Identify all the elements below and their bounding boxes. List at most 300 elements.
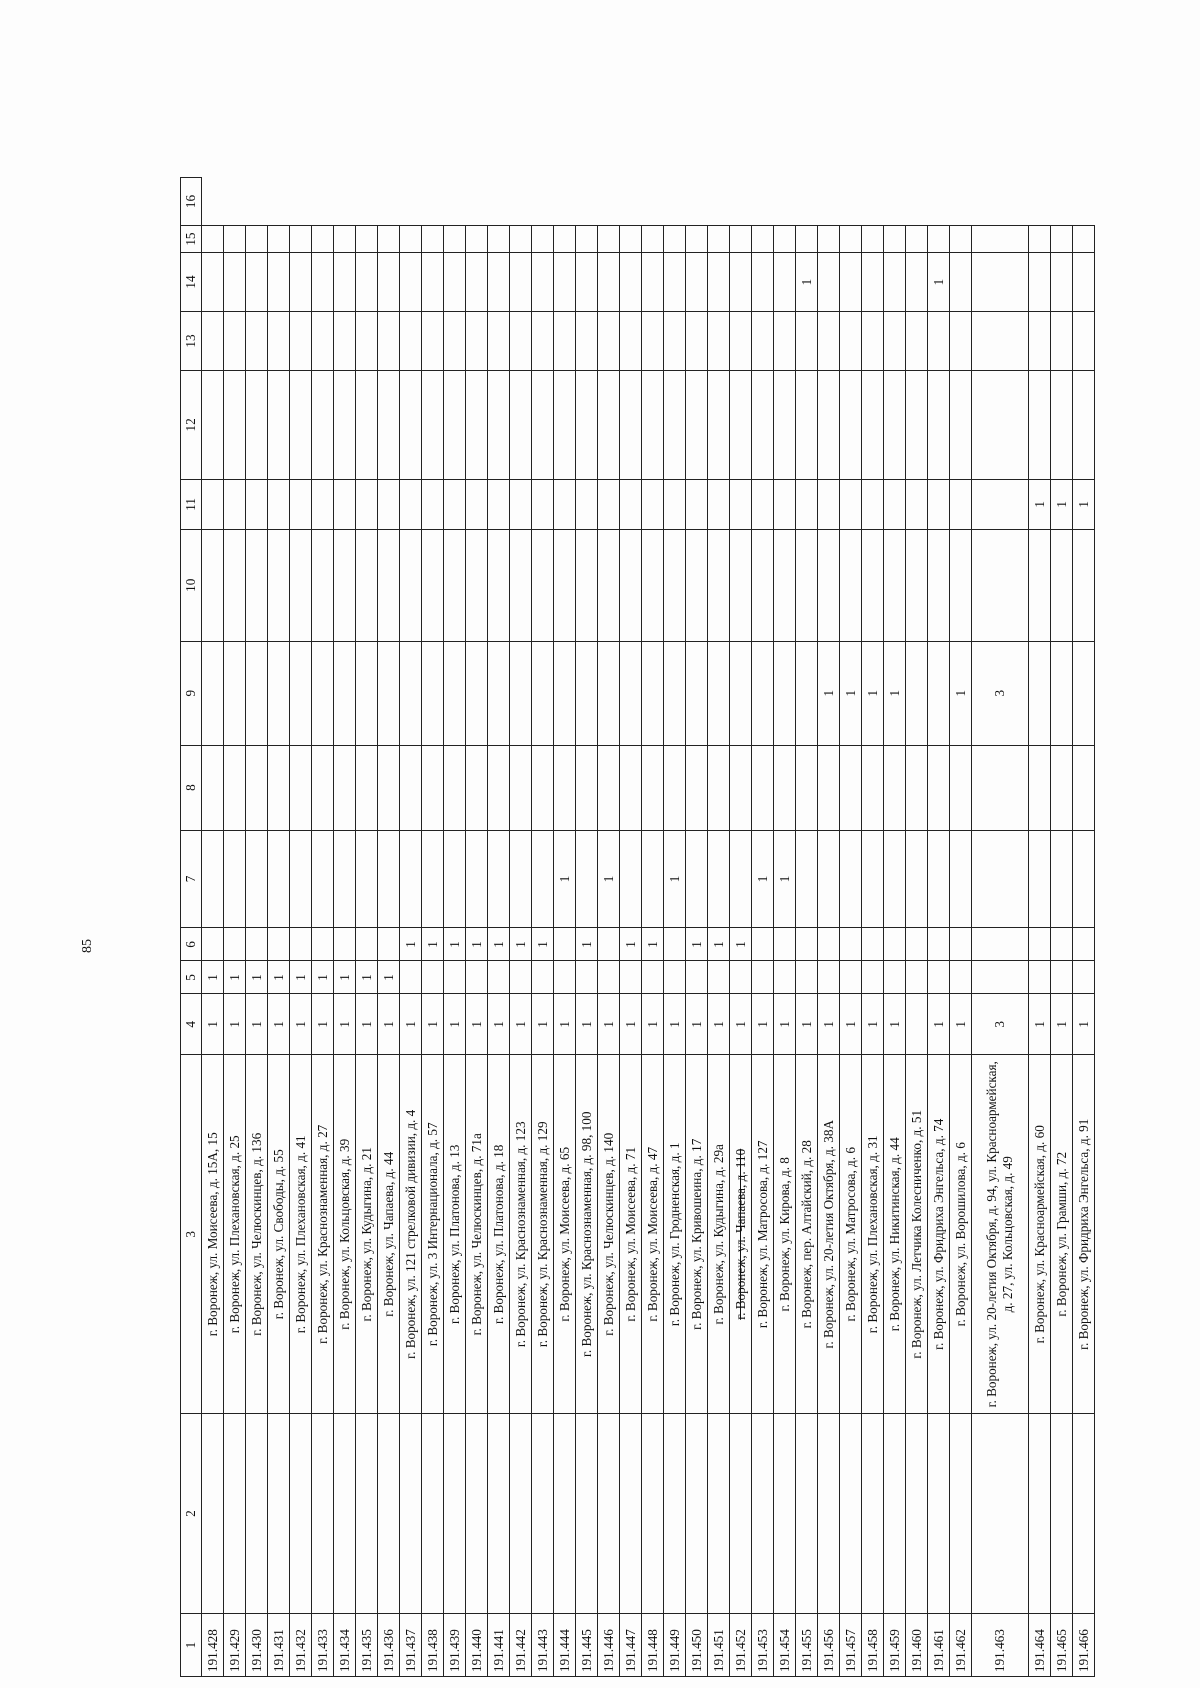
empty-cell	[488, 1414, 510, 1614]
value-cell-col-7	[246, 830, 268, 928]
address-cell	[334, 1055, 356, 1414]
row-id-cell: 191.448	[642, 1614, 664, 1677]
table-row	[554, 178, 576, 1677]
value-cell-col-11	[224, 479, 246, 529]
row-id-cell: 191.431	[268, 1614, 290, 1677]
address-text: г. Воронеж, ул. Моисеева, д. 15А, 15	[204, 1132, 220, 1337]
value-cell-col-14	[884, 253, 906, 312]
value-cell-col-4: 1	[884, 994, 906, 1055]
value-cell-col-15	[752, 226, 774, 253]
table-row	[972, 178, 1029, 1677]
value-cell-col-11: 1	[1051, 479, 1073, 529]
value-cell-col-9	[290, 641, 312, 745]
value-cell-col-4: 1	[730, 994, 752, 1055]
value-cell-col-8	[598, 745, 620, 830]
address-text: г. Воронеж, ул. Челюскинцев, д. 136	[248, 1132, 264, 1336]
address-text: г. Воронеж, ул. Платонова, д. 18	[490, 1144, 506, 1324]
value-cell-col-11	[532, 479, 554, 529]
value-cell-col-9	[752, 641, 774, 745]
value-cell-col-4	[906, 994, 928, 1055]
value-cell-col-5	[664, 961, 686, 994]
value-cell-col-14	[730, 253, 752, 312]
empty-cell	[510, 1414, 532, 1614]
address-cell	[510, 1055, 532, 1414]
empty-cell	[378, 1414, 400, 1614]
table-row	[686, 178, 708, 1677]
empty-cell	[708, 1414, 730, 1614]
value-cell-col-10	[488, 529, 510, 641]
value-cell-col-13	[378, 312, 400, 371]
value-cell-col-4: 1	[532, 994, 554, 1055]
value-cell-col-7	[1073, 830, 1095, 928]
address-text: г. Воронеж, ул. Фридриха Энгельса, д. 91	[1075, 1118, 1091, 1350]
value-cell-col-12	[686, 370, 708, 479]
address-text: г. Воронеж, ул. 3 Интернационала, д. 57	[424, 1122, 440, 1347]
value-cell-col-5	[972, 961, 1029, 994]
value-cell-col-9	[554, 641, 576, 745]
row-id-cell: 191.442	[510, 1614, 532, 1677]
value-cell-col-6	[246, 928, 268, 961]
value-cell-col-10	[400, 529, 422, 641]
value-cell-col-15	[774, 226, 796, 253]
value-cell-col-10	[202, 529, 224, 641]
value-cell-col-7	[466, 830, 488, 928]
value-cell-col-6	[774, 928, 796, 961]
value-cell-col-7: 1	[554, 830, 576, 928]
value-cell-col-5	[1029, 961, 1051, 994]
value-cell-col-9	[576, 641, 598, 745]
value-cell-col-14	[224, 253, 246, 312]
value-cell-col-10	[554, 529, 576, 641]
value-cell-col-12	[1073, 370, 1095, 479]
value-cell-col-13	[444, 312, 466, 371]
empty-cell	[730, 1414, 752, 1614]
empty-cell	[752, 1414, 774, 1614]
empty-cell	[598, 1414, 620, 1614]
column-header-16: 16	[181, 178, 202, 226]
value-cell-col-7: 1	[664, 830, 686, 928]
address-cell	[444, 1055, 466, 1414]
value-cell-col-6: 1	[400, 928, 422, 961]
table-row	[422, 178, 444, 1677]
value-cell-col-4: 1	[466, 994, 488, 1055]
empty-cell	[444, 1414, 466, 1614]
value-cell-col-7	[334, 830, 356, 928]
value-cell-col-11	[444, 479, 466, 529]
value-cell-col-10	[972, 529, 1029, 641]
row-id-cell: 191.445	[576, 1614, 598, 1677]
value-cell-col-9	[686, 641, 708, 745]
value-cell-col-11	[774, 479, 796, 529]
value-cell-col-4: 1	[488, 994, 510, 1055]
value-cell-col-9	[202, 641, 224, 745]
value-cell-col-7	[972, 830, 1029, 928]
value-cell-col-10	[642, 529, 664, 641]
value-cell-col-4: 1	[818, 994, 840, 1055]
value-cell-col-6	[312, 928, 334, 961]
value-cell-col-4: 1	[334, 994, 356, 1055]
address-cell	[202, 1055, 224, 1414]
value-cell-col-13	[224, 312, 246, 371]
value-cell-col-11	[312, 479, 334, 529]
value-cell-col-10	[224, 529, 246, 641]
address-cell	[268, 1055, 290, 1414]
table-row	[884, 178, 906, 1677]
value-cell-col-15	[686, 226, 708, 253]
value-cell-col-5	[774, 961, 796, 994]
table-row	[840, 178, 862, 1677]
value-cell-col-6	[334, 928, 356, 961]
value-cell-col-4: 1	[400, 994, 422, 1055]
address-text: г. Воронеж, ул. Краснознаменная, д. 27	[314, 1124, 330, 1344]
value-cell-col-15	[796, 226, 818, 253]
value-cell-col-5: 1	[290, 961, 312, 994]
value-cell-col-7	[532, 830, 554, 928]
empty-cell	[862, 1414, 884, 1614]
value-cell-col-6	[950, 928, 972, 961]
value-cell-col-4: 1	[290, 994, 312, 1055]
row-id-cell: 191.441	[488, 1614, 510, 1677]
value-cell-col-10	[752, 529, 774, 641]
value-cell-col-11	[554, 479, 576, 529]
value-cell-col-15	[268, 226, 290, 253]
value-cell-col-7	[708, 830, 730, 928]
value-cell-col-6: 1	[642, 928, 664, 961]
value-cell-col-4: 1	[1029, 994, 1051, 1055]
value-cell-col-4: 1	[642, 994, 664, 1055]
value-cell-col-13	[466, 312, 488, 371]
table-row	[488, 178, 510, 1677]
address-text: г. Воронеж, ул. Летчика Колесниченко, д. 51	[908, 1109, 924, 1359]
value-cell-col-8	[906, 745, 928, 830]
address-text: г. Воронеж, ул. Грамши, д. 72	[1053, 1151, 1069, 1317]
row-id-cell: 191.464	[1029, 1614, 1051, 1677]
page-number: 85	[80, 939, 95, 953]
value-cell-col-8	[752, 745, 774, 830]
value-cell-col-9	[378, 641, 400, 745]
value-cell-col-6: 1	[730, 928, 752, 961]
value-cell-col-10	[862, 529, 884, 641]
value-cell-col-8	[290, 745, 312, 830]
value-cell-col-9	[598, 641, 620, 745]
value-cell-col-6	[202, 928, 224, 961]
value-cell-col-9	[620, 641, 642, 745]
value-cell-col-14	[202, 253, 224, 312]
value-cell-col-5	[444, 961, 466, 994]
value-cell-col-4: 1	[620, 994, 642, 1055]
value-cell-col-4: 1	[796, 994, 818, 1055]
value-cell-col-14	[356, 253, 378, 312]
value-cell-col-8	[554, 745, 576, 830]
row-id-cell: 191.461	[928, 1614, 950, 1677]
empty-cell	[422, 1414, 444, 1614]
value-cell-col-14	[1051, 253, 1073, 312]
value-cell-col-14	[334, 253, 356, 312]
value-cell-col-15	[730, 226, 752, 253]
address-text: г. Воронеж, ул. Краснознаменная, д. 129	[534, 1121, 550, 1348]
value-cell-col-7	[422, 830, 444, 928]
value-cell-col-6	[972, 928, 1029, 961]
value-cell-col-13	[356, 312, 378, 371]
address-text: г. Воронеж, ул. Плехановская, д. 31	[864, 1135, 880, 1334]
value-cell-col-6	[1073, 928, 1095, 961]
value-cell-col-12	[334, 370, 356, 479]
value-cell-col-11: 1	[1029, 479, 1051, 529]
row-id-cell: 191.452	[730, 1614, 752, 1677]
value-cell-col-14	[642, 253, 664, 312]
value-cell-col-14	[400, 253, 422, 312]
address-text: г. Воронеж, ул. Платонова, д. 13	[446, 1144, 462, 1324]
value-cell-col-7	[928, 830, 950, 928]
value-cell-col-15	[1051, 226, 1073, 253]
row-id-cell: 191.465	[1051, 1614, 1073, 1677]
table-row	[576, 178, 598, 1677]
value-cell-col-9	[1051, 641, 1073, 745]
value-cell-col-9	[334, 641, 356, 745]
value-cell-col-9	[246, 641, 268, 745]
empty-cell	[356, 1414, 378, 1614]
value-cell-col-15	[312, 226, 334, 253]
value-cell-col-14	[664, 253, 686, 312]
address-cell	[928, 1055, 950, 1414]
empty-cell	[1073, 1414, 1095, 1614]
address-text: г. Воронеж, ул. Моисеева, д. 65	[556, 1146, 572, 1322]
value-cell-col-11	[466, 479, 488, 529]
value-cell-col-9	[708, 641, 730, 745]
address-cell	[950, 1055, 972, 1414]
value-cell-col-14	[950, 253, 972, 312]
column-header-15: 15	[181, 226, 202, 253]
value-cell-col-8	[796, 745, 818, 830]
address-text: г. Воронеж, ул. 20-летия Октября, д. 94, ул. Красноармейская, д. 27, ул. Кольцовская, д. 49	[984, 1061, 1015, 1408]
value-cell-col-5: 1	[334, 961, 356, 994]
row-id-cell: 191.433	[312, 1614, 334, 1677]
value-cell-col-7: 1	[774, 830, 796, 928]
address-cell	[532, 1055, 554, 1414]
value-cell-col-12	[642, 370, 664, 479]
value-cell-col-6: 1	[422, 928, 444, 961]
table-row	[400, 178, 422, 1677]
value-cell-col-6: 1	[686, 928, 708, 961]
value-cell-col-10	[378, 529, 400, 641]
value-cell-col-9: 3	[972, 641, 1029, 745]
value-cell-col-7: 1	[598, 830, 620, 928]
value-cell-col-5	[906, 961, 928, 994]
value-cell-col-6	[1051, 928, 1073, 961]
row-id-cell: 191.443	[532, 1614, 554, 1677]
value-cell-col-11	[488, 479, 510, 529]
address-cell	[466, 1055, 488, 1414]
rotated-sheet	[80, 177, 1105, 1677]
value-cell-col-5	[598, 961, 620, 994]
value-cell-col-6: 1	[620, 928, 642, 961]
value-cell-col-12	[906, 370, 928, 479]
value-cell-col-13	[422, 312, 444, 371]
address-text: г. Воронеж, ул. Кольцовская, д. 39	[336, 1138, 352, 1330]
row-id-cell: 191.440	[466, 1614, 488, 1677]
value-cell-col-5	[400, 961, 422, 994]
value-cell-col-10	[268, 529, 290, 641]
column-header-5: 5	[181, 961, 202, 994]
value-cell-col-10	[312, 529, 334, 641]
address-text: г. Воронеж, ул. Краснознаменная, д. 123	[512, 1121, 528, 1348]
value-cell-col-15	[884, 226, 906, 253]
address-text: г. Воронеж, ул. Челюскинцев, д. 140	[600, 1132, 616, 1336]
value-cell-col-9	[532, 641, 554, 745]
value-cell-col-5	[488, 961, 510, 994]
empty-cell	[224, 1414, 246, 1614]
value-cell-col-7	[202, 830, 224, 928]
value-cell-col-14: 1	[796, 253, 818, 312]
value-cell-col-7	[950, 830, 972, 928]
value-cell-col-7	[884, 830, 906, 928]
value-cell-col-9	[796, 641, 818, 745]
value-cell-col-6	[862, 928, 884, 961]
value-cell-col-11	[510, 479, 532, 529]
value-cell-col-13	[906, 312, 928, 371]
value-cell-col-4: 1	[202, 994, 224, 1055]
empty-cell	[290, 1414, 312, 1614]
address-text: г. Воронеж, ул. Кирова, д. 8	[776, 1157, 792, 1312]
value-cell-col-7	[840, 830, 862, 928]
row-id-cell: 191.430	[246, 1614, 268, 1677]
value-cell-col-4: 1	[708, 994, 730, 1055]
value-cell-col-6: 1	[444, 928, 466, 961]
value-cell-col-4: 1	[422, 994, 444, 1055]
address-cell	[1051, 1055, 1073, 1414]
value-cell-col-10	[818, 529, 840, 641]
value-cell-col-11: 1	[1073, 479, 1095, 529]
value-cell-col-9	[422, 641, 444, 745]
address-cell	[620, 1055, 642, 1414]
value-cell-col-5	[510, 961, 532, 994]
value-cell-col-15	[598, 226, 620, 253]
value-cell-col-6	[928, 928, 950, 961]
value-cell-col-10	[620, 529, 642, 641]
value-cell-col-8	[422, 745, 444, 830]
value-cell-col-10	[290, 529, 312, 641]
value-cell-col-5	[1051, 961, 1073, 994]
table-row	[334, 178, 356, 1677]
value-cell-col-15	[378, 226, 400, 253]
value-cell-col-7	[620, 830, 642, 928]
empty-cell	[884, 1414, 906, 1614]
value-cell-col-7	[576, 830, 598, 928]
value-cell-col-14	[312, 253, 334, 312]
value-cell-col-7	[510, 830, 532, 928]
value-cell-col-11	[290, 479, 312, 529]
value-cell-col-11	[730, 479, 752, 529]
empty-cell	[554, 1414, 576, 1614]
address-cell	[884, 1055, 906, 1414]
value-cell-col-10	[444, 529, 466, 641]
value-cell-col-13	[752, 312, 774, 371]
value-cell-col-13	[334, 312, 356, 371]
value-cell-col-10	[1029, 529, 1051, 641]
value-cell-col-9	[312, 641, 334, 745]
row-id-cell: 191.459	[884, 1614, 906, 1677]
value-cell-col-11	[246, 479, 268, 529]
row-id-cell: 191.454	[774, 1614, 796, 1677]
value-cell-col-13	[290, 312, 312, 371]
address-cell	[1073, 1055, 1095, 1414]
value-cell-col-13	[796, 312, 818, 371]
value-cell-col-12	[862, 370, 884, 479]
value-cell-col-4: 1	[246, 994, 268, 1055]
value-cell-col-11	[972, 479, 1029, 529]
value-cell-col-8	[1051, 745, 1073, 830]
value-cell-col-11	[862, 479, 884, 529]
table-row	[796, 178, 818, 1677]
value-cell-col-13	[400, 312, 422, 371]
value-cell-col-14	[290, 253, 312, 312]
value-cell-col-6	[664, 928, 686, 961]
value-cell-col-10	[884, 529, 906, 641]
value-cell-col-7	[268, 830, 290, 928]
value-cell-col-13	[554, 312, 576, 371]
value-cell-col-8	[334, 745, 356, 830]
value-cell-col-8	[950, 745, 972, 830]
value-cell-col-8	[1073, 745, 1095, 830]
value-cell-col-10	[1073, 529, 1095, 641]
value-cell-col-4: 1	[928, 994, 950, 1055]
value-cell-col-14	[1073, 253, 1095, 312]
value-cell-col-8	[642, 745, 664, 830]
value-cell-col-6	[356, 928, 378, 961]
value-cell-col-7	[378, 830, 400, 928]
value-cell-col-15	[1029, 226, 1051, 253]
value-cell-col-12	[576, 370, 598, 479]
table-row	[290, 178, 312, 1677]
value-cell-col-14	[246, 253, 268, 312]
value-cell-col-4: 1	[224, 994, 246, 1055]
table-row	[532, 178, 554, 1677]
address-text: г. Воронеж, ул. Ворошилова, д. 6	[952, 1142, 968, 1327]
address-text: г. Воронеж, ул. Кривошеина, д. 17	[688, 1138, 704, 1330]
address-cell	[642, 1055, 664, 1414]
value-cell-col-7	[818, 830, 840, 928]
value-cell-col-11	[840, 479, 862, 529]
value-cell-col-14	[862, 253, 884, 312]
address-text: г. Воронеж, ул. Краснознаменная, д. 98, 100	[578, 1111, 594, 1358]
value-cell-col-7	[290, 830, 312, 928]
value-cell-col-5: 1	[378, 961, 400, 994]
value-cell-col-13	[686, 312, 708, 371]
value-cell-col-10	[774, 529, 796, 641]
value-cell-col-4: 3	[972, 994, 1029, 1055]
value-cell-col-6	[752, 928, 774, 961]
value-cell-col-10	[598, 529, 620, 641]
table-row	[906, 178, 928, 1677]
table-row	[466, 178, 488, 1677]
address-text: г. Воронеж, ул. Челюскинцев, д. 71а	[468, 1133, 484, 1336]
column-header-11: 11	[181, 479, 202, 529]
row-id-cell: 191.449	[664, 1614, 686, 1677]
table-row	[818, 178, 840, 1677]
value-cell-col-7	[488, 830, 510, 928]
value-cell-col-4: 1	[268, 994, 290, 1055]
value-cell-col-14	[378, 253, 400, 312]
address-cell	[356, 1055, 378, 1414]
value-cell-col-4: 1	[576, 994, 598, 1055]
value-cell-col-4: 1	[950, 994, 972, 1055]
address-text: г. Воронеж, ул. Чапаева, д. 110	[732, 1148, 748, 1320]
value-cell-col-12	[268, 370, 290, 479]
value-cell-col-10	[840, 529, 862, 641]
row-id-cell: 191.456	[818, 1614, 840, 1677]
column-header-6: 6	[181, 928, 202, 961]
value-cell-col-12	[708, 370, 730, 479]
